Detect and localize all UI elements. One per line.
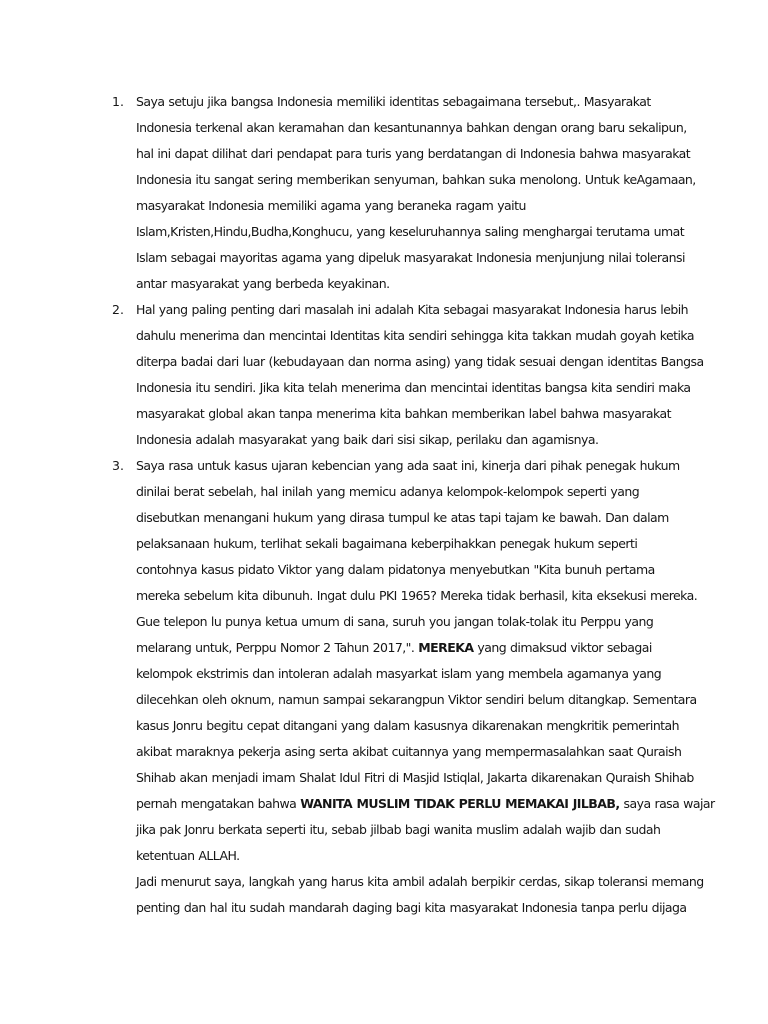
bold-text: WANITA MUSLIM TIDAK PERLU MEMAKAI JILBAB, — [300, 796, 620, 811]
text-line: penting dan hal itu sudah mandarah daging bagi kita masyarakat Indonesia tanpa perlu dijaga — [136, 900, 687, 915]
text-line: mereka sebelum kita dibunuh. Ingat dulu PKI 1965? Mereka tidak berhasil, kita eksekusi mereka. — [136, 588, 698, 603]
text-segment: pernah mengatakan bahwa — [136, 796, 297, 811]
text-line: Indonesia itu sendiri. Jika kita telah menerima dan mencintai identitas bangsa kita sendiri maka — [136, 380, 691, 395]
text-line: Islam,Kristen,Hindu,Budha,Konghucu, yang keseluruhannya saling menghargai terutama umat — [136, 224, 685, 239]
text-line: dilecehkan oleh oknum, namun sampai sekarangpun Viktor sendiri belum ditangkap. Sementara — [136, 692, 697, 707]
text-line: Indonesia adalah masyarakat yang baik dari sisi sikap, perilaku dan agamisnya. — [136, 432, 599, 447]
text-line: dahulu menerima dan mencintai Identitas kita sendiri sehingga kita takkan mudah goyah ketika — [136, 328, 694, 343]
text-line: Hal yang paling penting dari masalah ini adalah Kita sebagai masyarakat Indonesia harus lebih — [136, 302, 689, 317]
text-line: Indonesia terkenal akan keramahan dan kesantunannya bahkan dengan orang baru sekalipun, — [136, 120, 687, 135]
text-line: ketentuan ALLAH. — [136, 848, 240, 863]
text-line: hal ini dapat dilihat dari pendapat para turis yang berdatangan di Indonesia bahwa masyarakat — [136, 146, 691, 161]
text-line: masyarakat Indonesia memiliki agama yang beraneka ragam yaitu — [136, 198, 526, 213]
text-line: disebutkan menangani hukum yang dirasa tumpul ke atas tapi tajam ke bawah. Dan dalam — [136, 510, 669, 525]
text-line: pelaksanaan hukum, terlihat sekali bagaimana keberpihakkan penegak hukum seperti — [136, 536, 638, 551]
list-number: 1. — [112, 94, 124, 109]
list-number: 2. — [112, 302, 124, 317]
text-line: Islam sebagai mayoritas agama yang dipeluk masyarakat Indonesia menjunjung nilai toleransi — [136, 250, 685, 265]
text-line: Gue telepon lu punya ketua umum di sana, suruh you jangan tolak-tolak itu Perppu yang — [136, 614, 654, 629]
bold-text: MEREKA — [418, 640, 474, 655]
list-number: 3. — [112, 458, 124, 473]
text-line: dinilai berat sebelah, hal inilah yang memicu adanya kelompok-kelompok seperti yang — [136, 484, 640, 499]
text-line: contohnya kasus pidato Viktor yang dalam pidatonya menyebutkan "Kita bunuh pertama — [136, 562, 655, 577]
text-line: antar masyarakat yang berbeda keyakinan. — [136, 276, 390, 291]
text-line — [136, 791, 715, 817]
text-line: Saya setuju jika bangsa Indonesia memiliki identitas sebagaimana tersebut,. Masyarakat — [136, 94, 651, 109]
text-line: jika pak Jonru berkata seperti itu, sebab jilbab bagi wanita muslim adalah wajib dan sudah — [136, 822, 661, 837]
text-line: masyarakat global akan tanpa menerima kita bahkan memberikan label bahwa masyarakat — [136, 406, 671, 421]
text-segment: saya rasa wajar — [623, 796, 715, 811]
text-line: kelompok ekstrimis dan intoleran adalah masyarkat islam yang membela agamanya yang — [136, 666, 662, 681]
text-line: diterpa badai dari luar (kebudayaan dan norma asing) yang tidak sesuai dengan identitas Bangsa — [136, 354, 704, 369]
text-line: kasus Jonru begitu cepat ditangani yang dalam kasusnya dikarenakan mengkritik pemerintah — [136, 718, 680, 733]
text-line: Jadi menurut saya, langkah yang harus kita ambil adalah berpikir cerdas, sikap toleransi memang — [136, 874, 704, 889]
text-line: Saya rasa untuk kasus ujaran kebencian yang ada saat ini, kinerja dari pihak penegak hukum — [136, 458, 680, 473]
text-segment: melarang untuk, Perppu Nomor 2 Tahun 2017,". — [136, 640, 415, 655]
text-line — [136, 635, 652, 661]
text-segment: yang dimaksud viktor sebagai — [477, 640, 652, 655]
text-line: Indonesia itu sangat sering memberikan senyuman, bahkan suka menolong. Untuk keAgamaan, — [136, 172, 696, 187]
text-line: Shihab akan menjadi imam Shalat Idul Fitri di Masjid Istiqlal, Jakarta dikarenakan Quraish Shihab — [136, 770, 694, 785]
text-line: akibat maraknya pekerja asing serta akibat cuitannya yang mempermasalahkan saat Quraish — [136, 744, 682, 759]
